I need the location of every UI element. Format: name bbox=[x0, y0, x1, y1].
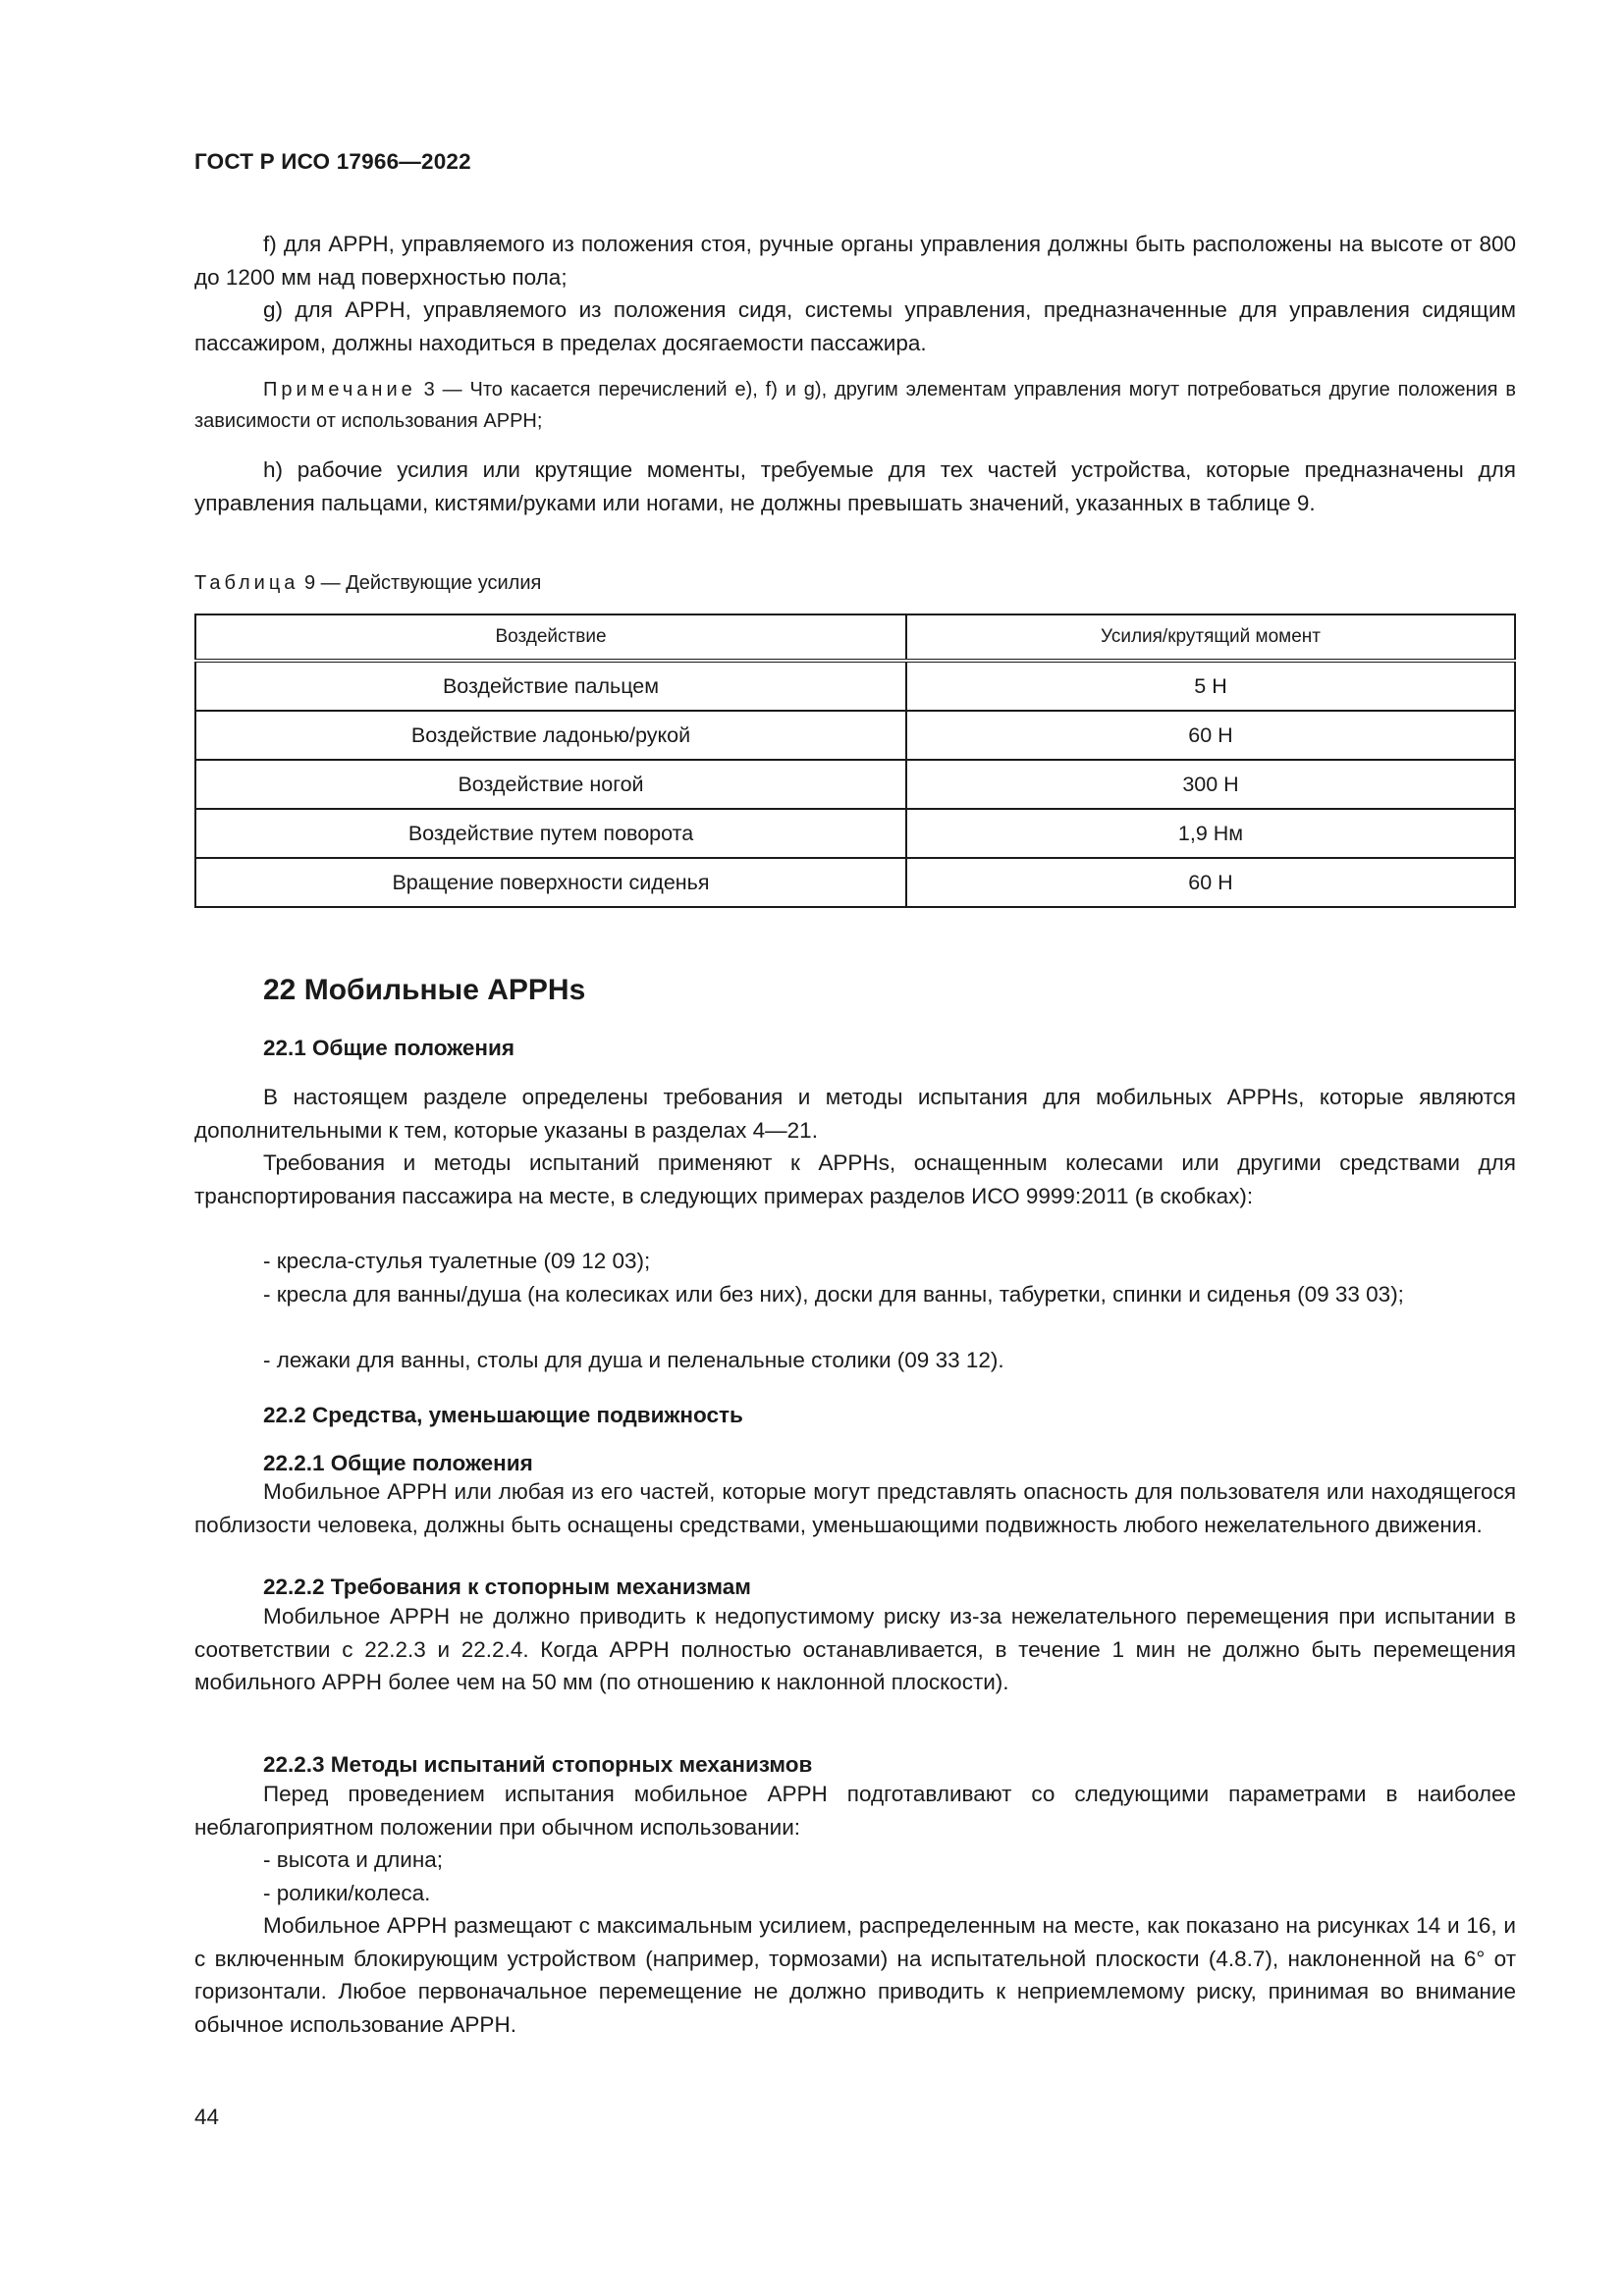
table-cell: Воздействие ладонью/рукой bbox=[195, 711, 906, 760]
table-cell: Воздействие ногой bbox=[195, 760, 906, 809]
table-cell: 1,9 Нм bbox=[906, 809, 1515, 858]
note-3 bbox=[194, 374, 1516, 437]
table-row bbox=[195, 711, 1515, 760]
table-header-force: Усилия/крутящий момент bbox=[906, 614, 1515, 661]
list-item: - ролики/колеса. bbox=[263, 1881, 431, 1905]
section-22-1-paragraph-1: В настоящем разделе определены требования и методы испытания для мобильных АРРНs, которые являются дополнительными к тем, которые указаны в разделах 4—21. bbox=[194, 1085, 1516, 1143]
section-22-2-3-title: 22.2.3 Методы испытаний стопорных механизмов bbox=[263, 1752, 813, 1777]
forces-table bbox=[194, 614, 1516, 908]
list-item: - лежаки для ванны, столы для душа и пеленальные столики (09 33 12). bbox=[263, 1348, 1004, 1372]
table-cell: Вращение поверхности сиденья bbox=[195, 858, 906, 907]
table-caption bbox=[194, 572, 541, 595]
list-item: - кресла для ванны/душа (на колесиках или без них), доски для ванны, табуретки, спинки и сиденья (09 33 03); bbox=[263, 1282, 1404, 1307]
section-22-1-paragraph-2: Требования и методы испытаний применяют к АРРНs, оснащенным колесами или другими средствами для транспортирования пассажира на месте, в следующих примерах разделов ИСО 9999:2011 (в скобках): bbox=[194, 1150, 1516, 1208]
table-cell: Воздействие пальцем bbox=[195, 661, 906, 711]
section-22-2-3-paragraph-1: Перед проведением испытания мобильное АРРН подготавливают со следующими параметрами в наиболее неблагоприятном положении при обычном использовании: bbox=[194, 1782, 1516, 1840]
section-22-title: 22 Мобильные АРРНs bbox=[263, 974, 586, 1006]
item-g: g) для АРРН, управляемого из положения сидя, системы управления, предназначенные для управления сидящим пассажиром, должны находиться в пределах досягаемости пассажира. bbox=[194, 297, 1516, 355]
section-22-2-1-title: 22.2.1 Общие положения bbox=[263, 1451, 533, 1475]
item-h: h) рабочие усилия или крутящие моменты, требуемые для тех частей устройства, которые предназначены для управления пальцами, кистями/руками или ногами, не должны превышать значений, указанных в таблице 9. bbox=[194, 457, 1516, 515]
table-cell: 5 Н bbox=[906, 661, 1515, 711]
section-22-2-2-title: 22.2.2 Требования к стопорным механизмам bbox=[263, 1575, 751, 1599]
page-number: 44 bbox=[194, 2105, 220, 2129]
table-cell: 60 Н bbox=[906, 711, 1515, 760]
table-row bbox=[195, 661, 1515, 711]
table-header-row bbox=[195, 614, 1515, 661]
section-22-2-3-paragraph-2: Мобильное АРРН размещают с максимальным усилием, распределенным на месте, как показано на рисунках 14 и 16, и с включенным блокирующим устройством (например, тормозами) на испытательной плоскости (4.8.7), наклоненной на 6° от горизонтали. Любое первоначальное перемещение не должно приводить к неприемлемому риску, принимая во внимание обычное использование АРРН. bbox=[194, 1913, 1516, 2037]
table-header-action: Воздействие bbox=[195, 614, 906, 661]
section-22-2-1-paragraph: Мобильное АРРН или любая из его частей, которые могут представлять опасность для пользователя или находящегося поблизости человека, должны быть оснащены средствами, уменьшающими подвижность любого нежелательного движения. bbox=[194, 1479, 1516, 1537]
table-row bbox=[195, 858, 1515, 907]
item-f: f) для АРРН, управляемого из положения стоя, ручные органы управления должны быть расположены на высоте от 800 до 1200 мм над поверхностью пола; bbox=[194, 232, 1516, 290]
table-row bbox=[195, 760, 1515, 809]
note-text: 3 — Что касается перечислений е), f) и g), другим элементам управления могут потребоваться другие положения в зависимости от использования АРРН; bbox=[194, 379, 1516, 432]
table-cell: Воздействие путем поворота bbox=[195, 809, 906, 858]
table-caption-text: 9 — Действующие усилия bbox=[303, 572, 542, 594]
note-label: Примечание bbox=[263, 379, 416, 400]
list-item: - кресла-стулья туалетные (09 12 03); bbox=[263, 1249, 651, 1273]
table-cell: 60 Н bbox=[906, 858, 1515, 907]
list-item: - высота и длина; bbox=[263, 1847, 444, 1872]
section-22-2-2-paragraph: Мобильное АРРН не должно приводить к недопустимому риску из-за нежелательного перемещения при испытании в соответствии с 22.2.3 и 22.2.4. Когда АРРН полностью останавливается, в течение 1 мин не должно быть перемещения мобильного АРРН более чем на 50 мм (по отношению к наклонной плоскости). bbox=[194, 1604, 1516, 1694]
section-22-1-title: 22.1 Общие положения bbox=[263, 1036, 514, 1060]
table-cell: 300 Н bbox=[906, 760, 1515, 809]
table-caption-label: Таблица bbox=[194, 572, 299, 594]
document-header: ГОСТ Р ИСО 17966—2022 bbox=[194, 149, 471, 174]
section-22-2-title: 22.2 Средства, уменьшающие подвижность bbox=[263, 1403, 743, 1427]
table-row bbox=[195, 809, 1515, 858]
